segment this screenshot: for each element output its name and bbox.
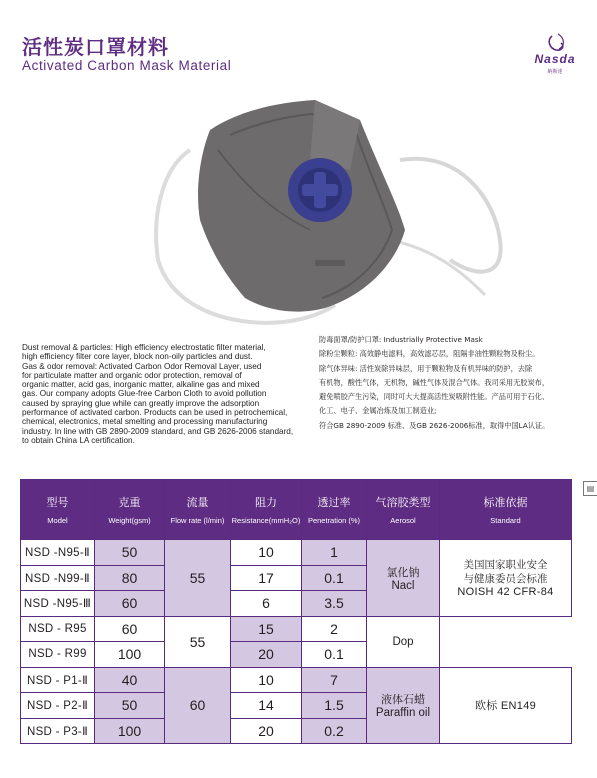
resistance-cell: 10 <box>231 540 302 566</box>
flow-cell: 55 <box>165 616 231 667</box>
desc-en-line: to obtain China LA certification. <box>22 435 135 445</box>
weight-cell: 50 <box>95 693 165 719</box>
logo-subtext: 納斯達 <box>547 69 563 75</box>
desc-en-line: gas. Our company adopts Glue-free Carbon Cloth to avoid pollution <box>22 389 267 399</box>
desc-en-line: for particulate matter and organic odor protection, removal of <box>22 370 242 380</box>
weight-cell: 60 <box>95 591 165 617</box>
header-penetration: 透过率 Penetration (%) <box>302 480 367 540</box>
weight-cell: 80 <box>95 565 165 591</box>
header-model: 型号 Model <box>21 480 95 540</box>
model-cell: NSD - R99 <box>21 642 95 668</box>
table-header-row <box>21 480 572 540</box>
resistance-cell: 6 <box>231 591 302 617</box>
page-edit-icon[interactable]: ▤ <box>583 481 597 496</box>
penetration-cell: 3.5 <box>302 591 367 617</box>
logo-wordmark: Nasda <box>534 52 576 66</box>
desc-en-line: industry. In line with GB 2890-2009 standard, and GB 2626-2006 standard, <box>22 426 294 436</box>
desc-en-line: caused by spraying glue while can greatly improve the adsorption <box>22 398 260 408</box>
flow-cell: 55 <box>165 540 231 617</box>
standard-cell: 美国国家职业安全 与健康委员会标准 NOISH 42 CFR-84 <box>440 540 572 617</box>
model-cell: NSD - P2-Ⅱ <box>21 693 95 719</box>
spec-table <box>20 479 572 744</box>
model-cell: NSD -N95-Ⅲ <box>21 591 95 617</box>
header-aerosol: 气溶胶类型 Aerosol <box>367 480 440 540</box>
header-standard: 标准依据 Standard <box>440 480 572 540</box>
page-title-en: Activated Carbon Mask Material <box>22 58 232 73</box>
weight-cell: 100 <box>95 642 165 668</box>
resistance-cell: 20 <box>231 718 302 744</box>
page-title-cn: 活性炭口罩材料 <box>22 35 169 59</box>
resistance-cell: 17 <box>231 565 302 591</box>
penetration-cell: 0.2 <box>302 718 367 744</box>
penetration-cell: 7 <box>302 667 367 693</box>
desc-cn-line: 避免喷胶产生污染，同时可大大提高活性炭吸附性能。产品可用于石化、 <box>319 392 550 402</box>
penetration-cell: 0.1 <box>302 642 367 668</box>
carbon-mask-image <box>150 90 530 330</box>
model-cell: NSD - P3-Ⅱ <box>21 718 95 744</box>
header-resistance: 阻力 Resistance(mmH₂O) <box>231 480 302 540</box>
table-row <box>21 540 572 566</box>
desc-en-line: performance of activated carbon. Products can be used in petrochemical, <box>22 408 288 418</box>
aerosol-cell: 氯化钠 Nacl <box>367 540 440 617</box>
weight-cell: 60 <box>95 616 165 642</box>
weight-cell: 40 <box>95 667 165 693</box>
description-english <box>22 343 314 445</box>
desc-cn-line: 化工、电子、金属冶炼及加工制造业; <box>319 406 437 416</box>
desc-en-line: chemical, electronics, metal smelting and processing manufacturing <box>22 417 268 427</box>
model-cell: NSD -N95-Ⅱ <box>21 540 95 566</box>
desc-cn-line: 除气体异味: 活性炭除异味层，用于颗粒物及有机异味的防护，去除 <box>319 363 533 373</box>
desc-en-line: high efficiency filter core layer, block non-oily particles and dust. <box>22 352 253 362</box>
penetration-cell: 0.1 <box>302 565 367 591</box>
table-row <box>21 616 572 642</box>
aerosol-cell: 液体石蜡 Paraffin oil <box>367 667 440 744</box>
header-weight: 克重 Weight(gsm) <box>95 480 165 540</box>
resistance-cell: 10 <box>231 667 302 693</box>
table-row <box>21 667 572 693</box>
resistance-cell: 15 <box>231 616 302 642</box>
desc-cn-line: 有机物，酸性气体，无机物，碱性气体及混合气体。我司采用无胶炭布， <box>319 377 550 387</box>
desc-en-line: Gas & odor removal: Activated Carbon Odor Removal Layer, used <box>22 361 262 371</box>
penetration-cell: 1 <box>302 540 367 566</box>
resistance-cell: 20 <box>231 642 302 668</box>
table-row <box>21 642 572 668</box>
model-cell: NSD - P1-Ⅱ <box>21 667 95 693</box>
description-chinese <box>319 333 581 433</box>
model-cell: NSD - R95 <box>21 616 95 642</box>
penetration-cell: 1.5 <box>302 693 367 719</box>
resistance-cell: 14 <box>231 693 302 719</box>
penetration-cell: 2 <box>302 616 367 642</box>
flow-cell: 60 <box>165 667 231 744</box>
standard-cell: 欧标 EN149 <box>440 667 572 744</box>
aerosol-cell: Dop <box>367 616 440 667</box>
desc-cn-line: 防毒面罩/防护口罩: Industrially Protective Mask <box>319 335 483 344</box>
desc-en-line: Dust removal & particles: High efficiency electrostatic filter material, <box>22 343 266 352</box>
header-flow-rate: 流量 Flow rate (l/min) <box>165 480 231 540</box>
weight-cell: 100 <box>95 718 165 744</box>
desc-cn-line: 除粉尘颗粒: 高效静电滤料，高效滤芯层，阻隔非油性颗粒物及粉尘。 <box>319 349 540 359</box>
weight-cell: 50 <box>95 540 165 566</box>
model-cell: NSD -N99-Ⅱ <box>21 565 95 591</box>
desc-cn-line: 符合GB 2890-2009 标准、及GB 2626-2006标准，取得中国LA认证。 <box>319 420 550 430</box>
desc-en-line: organic matter, acid gas, inorganic matter, alkaline gas and mixed <box>22 380 260 390</box>
